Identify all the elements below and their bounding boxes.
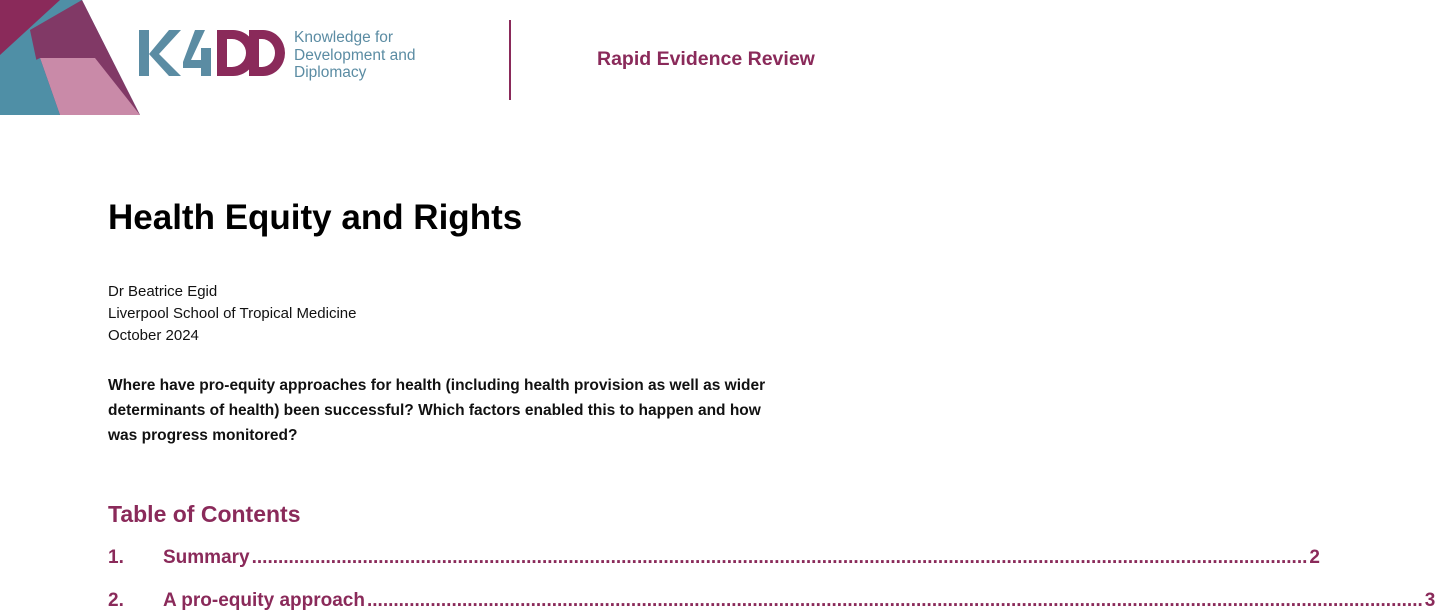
k4dd-logo [137,24,285,82]
toc-leader-dots [252,547,1308,569]
author-name: Dr Beatrice Egid [108,283,218,300]
toc-entry-page: 2 [1309,547,1320,568]
review-question: Where have pro-equity approaches for health (including health provision as well as wider determinants of health) been successful? Which factors enabled this to happen and how was progress monitored? [108,377,766,444]
publication-date: October 2024 [108,327,199,344]
toc-entry-pro-equity-approach[interactable] [108,590,1435,612]
corner-decoration [0,0,140,115]
tagline-line: Diplomacy [294,64,367,81]
header-divider [509,20,511,100]
toc-entry-title: A pro-equity approach [163,590,365,611]
toc-heading: Table of Contents [108,501,301,527]
toc-entry-summary[interactable] [108,547,1320,569]
toc-entry-number: 2. [108,590,124,611]
toc-leader-dots [367,590,1423,612]
tagline-line: Development and [294,46,416,64]
toc-entry-number: 1. [108,547,124,568]
document-meta [108,281,356,347]
toc-entry-title: Summary [163,547,250,568]
author-institution: Liverpool School of Tropical Medicine [108,305,357,322]
tagline-line: Knowledge for [294,29,394,46]
logo-tagline [294,29,416,82]
series-label: Rapid Evidence Review [597,48,815,70]
document-title: Health Equity and Rights [108,198,523,237]
toc-entry-page: 3 [1424,590,1435,611]
